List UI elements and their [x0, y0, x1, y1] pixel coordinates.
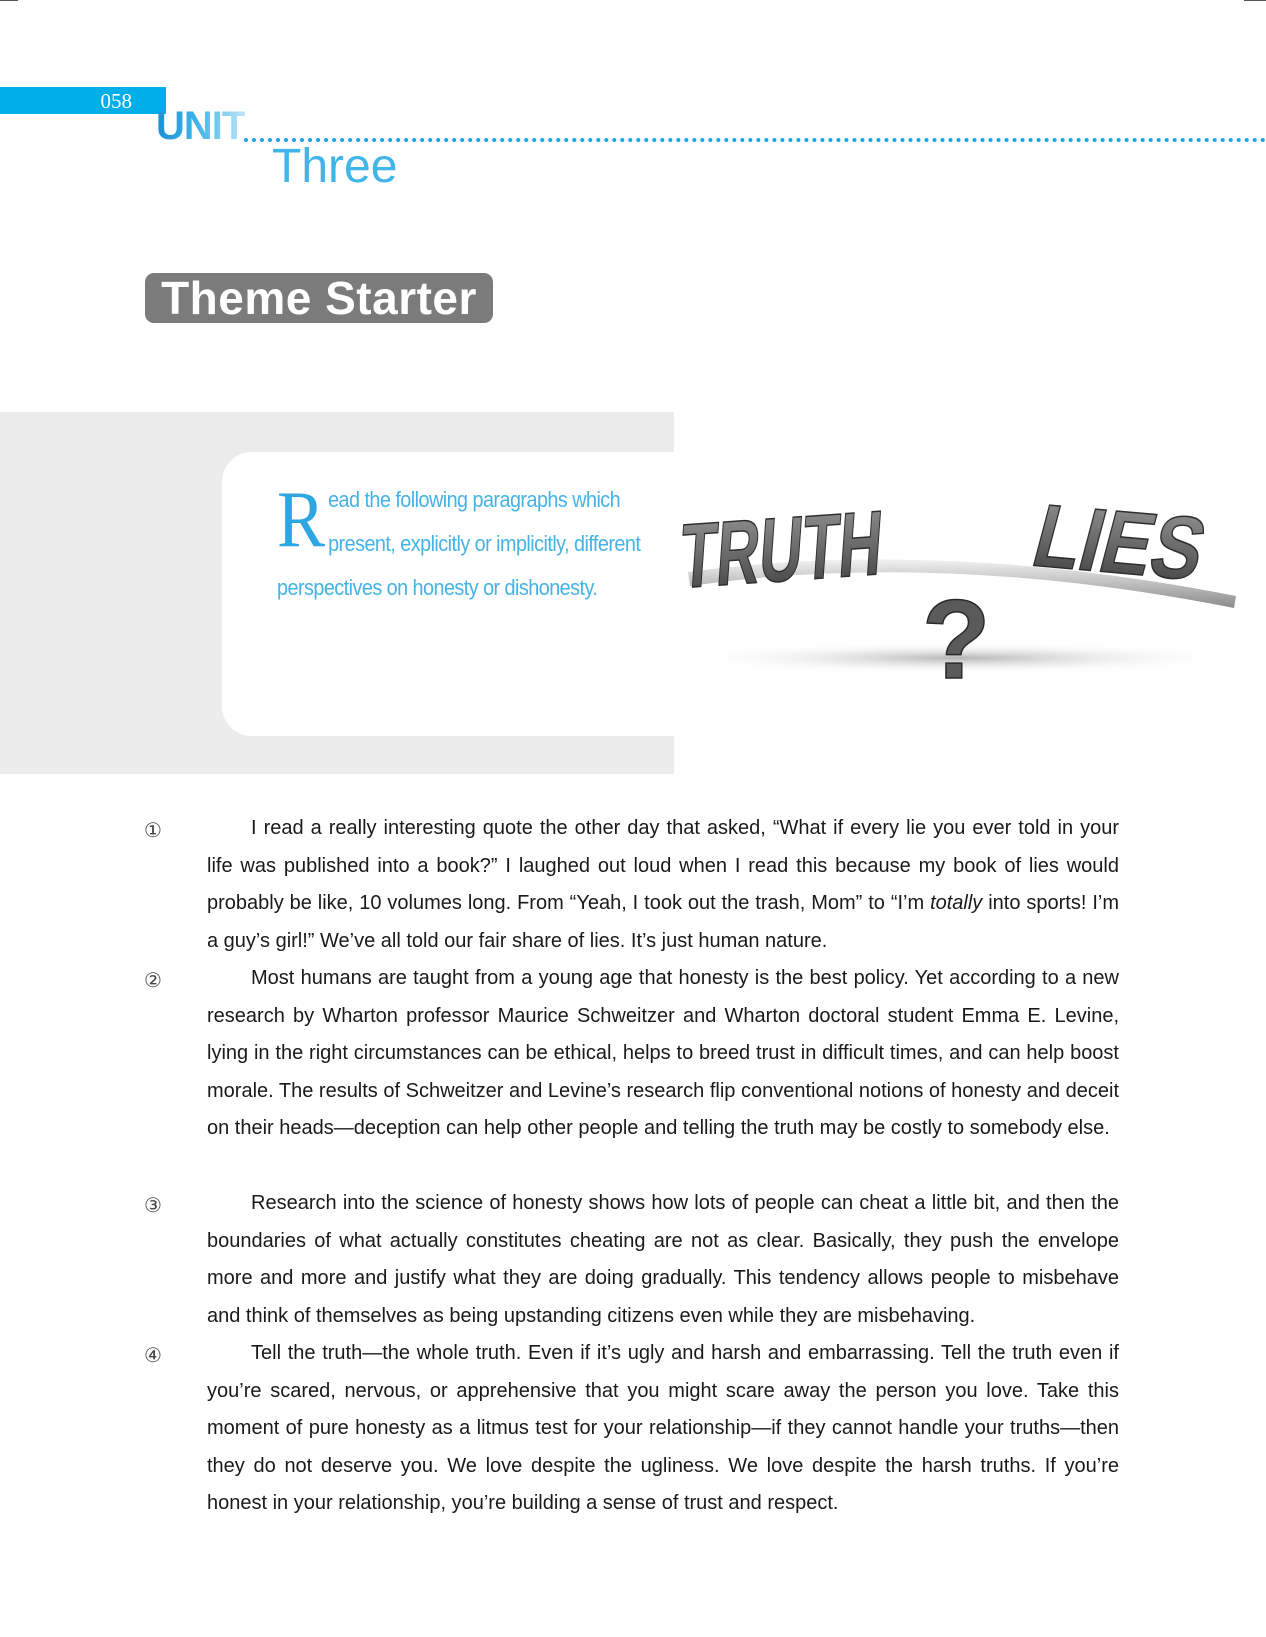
paragraph-2: Most humans are taught from a young age that honesty is the best policy. Yet according to a new research by Wharton professor Maurice Schweitzer and Wharton doctoral student Emma E. Levine, lying in the right circumstances can be ethical, helps to breed trust in difficult times, and can help boost morale. The results of Schweitzer and Levine’s research flip conventional notions of honesty and deceit on their heads—deception can help other people and telling the truth may be costly to somebody else.: [207, 967, 1120, 1140]
paragraph-1-text-after: into sports! I’m a guy’s girl!” We’ve all told our fair share of lies. It’s just human nature.: [207, 892, 1119, 952]
instruction-text: [277, 478, 655, 610]
paragraph-marker-2: ②: [144, 968, 162, 992]
unit-number: Three: [272, 140, 398, 193]
header-dotted-rule: [244, 138, 1266, 142]
paragraph-marker-3: ③: [144, 1193, 162, 1217]
crop-mark-right: [1244, 0, 1266, 1]
paragraph-1: [207, 810, 1119, 960]
paragraph-marker-4: ④: [144, 1343, 162, 1367]
paragraph-4: Tell the truth—the whole truth. Even if it’s ugly and harsh and embarrassing. Tell the truth even if you’re scared, nervous, or apprehensive that you might scare away the person you love. Take this moment of pure honesty as a litmus test for your relationship—if they cannot handle your truths—then they do not deserve you. We love despite the ugliness. We love despite the harsh truths. If you’re honest in your relationship, you’re building a sense of trust and respect.: [207, 1342, 1119, 1515]
truth-lies-illustration: [670, 470, 1250, 690]
instruction-body: ead the following paragraphs which present, explicitly or implicitly, different perspectives on honesty or dishonesty.: [277, 487, 641, 600]
page-number: 058: [100, 89, 132, 113]
question-mark-pivot: ?: [922, 577, 991, 690]
truth-word: TRUTH: [677, 482, 999, 608]
page-number-tab: [0, 87, 166, 114]
lies-word: LIES: [1023, 485, 1242, 601]
section-title-badge: Theme Starter: [145, 273, 493, 323]
paragraph-marker-1: ①: [144, 818, 162, 842]
unit-label: UNIT: [156, 104, 246, 148]
paragraph-3: Research into the science of honesty shows how lots of people can cheat a little bit, and then the boundaries of what actually constitutes cheating are not as clear. Basically, they push the envelope more and more and justify what they are doing gradually. This tendency allows people to misbehave and think of themselves as being upstanding citizens even while they are misbehaving.: [207, 1192, 1119, 1327]
crop-mark-left: [0, 0, 18, 1]
drop-cap: R: [277, 476, 325, 564]
paragraph-1-emphasis: totally: [930, 892, 983, 915]
paragraph-1-text-before: I read a really interesting quote the other day that asked, “What if every lie you ever told in your life was published into a book?” I laughed out loud when I read this because my book of lies would probably be like, 10 volumes long. From “Yeah, I took out the trash, Mom” to “I’m: [207, 817, 1119, 915]
